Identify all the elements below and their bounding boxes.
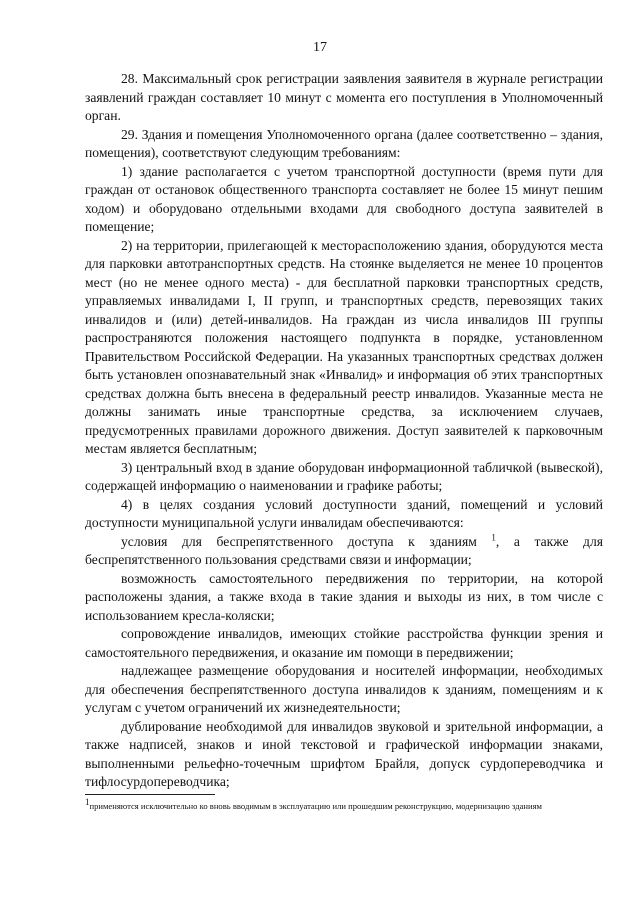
paragraph-item-2: 2) на территории, прилегающей к месторасположению здания, оборудуются места для парковки автотранспортных средств. На стоянке выделяется не менее 10 процентов мест (но не менее одного места) - для бесплатной парковки транспортных средств, управляемых инвалидами I, II групп, и транспортных средств, перевозящих таких инвалидов и (или) детей-инвалидов. На граждан из числа инвалидов III группы распространяются положения настоящего подпункта в порядке, установленном Правительством Российской Федерации. На указанных транспортных средствах должен быть установлен опознавательный знак «Инвалид» и информация об этих транспортных средствах должна быть внесена в федеральный реестр инвалидов. Указанные места не должны занимать иные транспортные средства, за исключением случаев, предусмотренных правилами дорожного движения. Доступ заявителей к парковочным местам является бесплатным; <box>85 237 603 456</box>
footnote-marker: 1 <box>85 797 90 808</box>
page-number: 17 <box>313 40 327 55</box>
footnote-text: применяются исключительно ко вновь вводимым в эксплуатацию или прошедшим реконструкцию, модернизацию зданиям <box>89 801 542 811</box>
paragraph-item-3: 3) центральный вход в здание оборудован информационной табличкой (вывеской), содержащей информацию о наименовании и графике работы; <box>85 459 603 493</box>
paragraph-item-1: 1) здание располагается с учетом транспортной доступности (время пути для граждан от остановок общественного транспорта составляет не более 15 минут пешим ходом) и оборудовано отдельными входами для свободного доступа заявителей в помещение; <box>85 163 603 234</box>
paragraph-equipment-placement: надлежащее размещение оборудования и носителей информации, необходимых для обеспечения беспрепятственного доступа инвалидов к зданиям, помещениям и к услугам с учетом ограничений их жизнедеятельности; <box>85 663 603 715</box>
paragraph-item-4: 4) в целях создания условий доступности зданий, помещений и условий доступности муниципальной услуги инвалидам обеспечиваются: <box>85 496 603 530</box>
body-text <box>85 70 603 792</box>
paragraph-info-duplication: дублирование необходимой для инвалидов звуковой и зрительной информации, а также надписей, знаков и иной текстовой и графической информации знаками, выполненными рельефно-точечным шрифтом Брайля, допуск сурдопереводчика и тифлосурдопереводчика; <box>85 718 603 789</box>
access-conditions-text: условия для беспрепятственного доступа к зданиям <box>121 533 477 549</box>
paragraph-escort: сопровождение инвалидов, имеющих стойкие расстройства функции зрения и самостоятельного передвижения, и оказание им помощи в передвижении; <box>85 626 603 660</box>
paragraph-access-conditions <box>85 533 603 570</box>
paragraph-29: 29. Здания и помещения Уполномоченного органа (далее соответственно – здания, помещения), соответствуют следующим требованиям: <box>85 126 603 160</box>
access-conditions-text-end: , а также для беспрепятственного пользования средствами связи и информации; <box>85 533 603 567</box>
footnote <box>85 797 603 812</box>
paragraph-independent-movement: возможность самостоятельного передвижения по территории, на которой расположены здания, а также входа в такие здания и выходы из них, в том числе с использованием кресла-коляски; <box>85 570 603 623</box>
footnote-reference: 1 <box>491 531 496 542</box>
paragraph-28: 28. Максимальный срок регистрации заявления заявителя в журнале регистрации заявлений граждан составляет 10 минут с момента его поступления в Уполномоченный орган. <box>85 71 603 123</box>
footnote-separator <box>85 794 215 795</box>
